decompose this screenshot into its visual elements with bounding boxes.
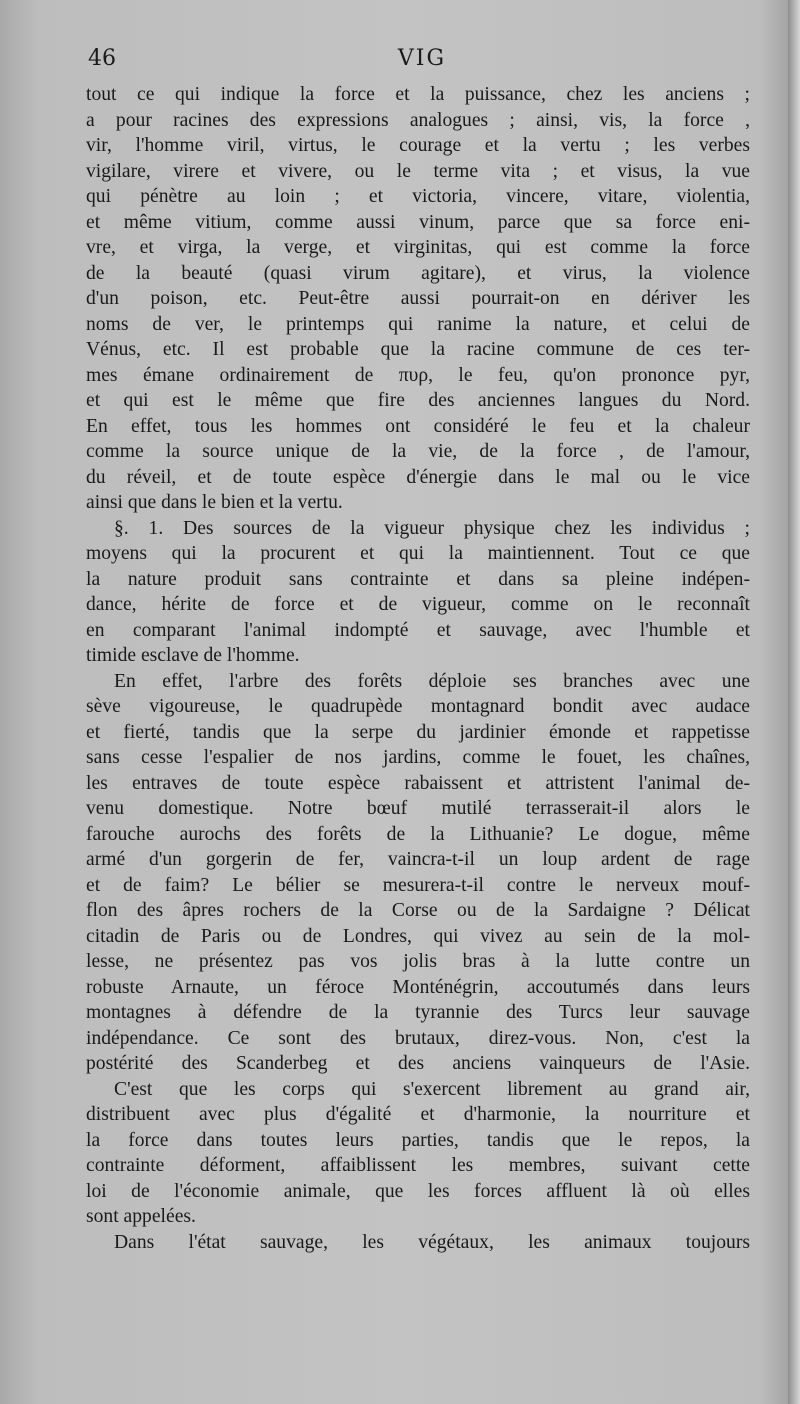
- text-line: et même vitium, comme aussi vinum, parce que sa force eni-: [86, 211, 750, 233]
- text-line: citadin de Paris ou de Londres, qui vivez au sein de la mol-: [86, 925, 750, 947]
- text-line: sans cesse l'espalier de nos jardins, comme le fouet, les chaînes,: [86, 747, 750, 768]
- page-number: 46: [88, 46, 116, 71]
- text-line: moyens qui la procurent et qui la maintiennent. Tout ce que: [86, 543, 750, 564]
- text-line: a pour racines des expressions analogues ; ainsi, vis, la force ,: [86, 109, 750, 131]
- text-line: et de faim? Le bélier se mesurera-t-il contre le nerveux mouf-: [86, 874, 750, 896]
- text-line: du réveil, et de toute espèce d'énergie dans le mal ou le vice: [86, 466, 750, 488]
- text-line: contrainte déforment, affaiblissent les membres, suivant cette: [86, 1155, 750, 1176]
- text-line: vigilare, virere et vivere, ou le terme vita ; et visus, la vue: [86, 160, 750, 182]
- text-line: Dans l'état sauvage, les végétaux, les animaux toujours: [114, 1231, 750, 1253]
- text-line: et qui est le même que fire des anciennes langues du Nord.: [86, 390, 750, 411]
- text-line: comme la source unique de la vie, de la force , de l'amour,: [86, 441, 750, 462]
- text-line: En effet, l'arbre des forêts déploie ses branches avec une: [114, 670, 750, 692]
- text-line: postérité des Scanderbeg et des anciens vainqueurs de l'Asie.: [86, 1053, 750, 1074]
- page-edge-shadow: [788, 0, 800, 1404]
- text-line: sont appelées.: [86, 1206, 196, 1227]
- text-line: sève vigoureuse, le quadrupède montagnard bondit avec audace: [86, 696, 750, 717]
- text-line: qui pénètre au loin ; et victoria, vincere, vitare, violentia,: [86, 186, 750, 207]
- text-line: mes émane ordinairement de πυρ, le feu, qu'on prononce pyr,: [86, 364, 750, 386]
- text-line: la force dans toutes leurs parties, tandis que le repos, la: [86, 1129, 750, 1151]
- text-line: C'est que les corps qui s'exercent librement au grand air,: [114, 1078, 750, 1100]
- text-line: indépendance. Ce sont des brutaux, direz-vous. Non, c'est la: [86, 1027, 750, 1049]
- text-line: montagnes à défendre de la tyrannie des Turcs leur sauvage: [86, 1002, 750, 1023]
- text-line: farouche aurochs des forêts de la Lithuanie? Le dogue, même: [86, 823, 750, 845]
- text-line: noms de ver, le printemps qui ranime la nature, et celui de: [86, 313, 750, 335]
- text-line: venu domestique. Notre bœuf mutilé terrasserait-il alors le: [86, 798, 750, 819]
- text-line: Vénus, etc. Il est probable que la racine commune de ces ter-: [86, 339, 750, 360]
- text-line: en comparant l'animal indompté et sauvage, avec l'humble et: [86, 619, 750, 641]
- text-line: flon des âpres rochers de la Corse ou de la Sardaigne ? Délicat: [86, 900, 750, 921]
- text-line: les entraves de toute espèce rabaissent et attristent l'animal de-: [86, 772, 750, 794]
- text-line: armé d'un gorgerin de fer, vaincra-t-il un loup ardent de rage: [86, 849, 750, 870]
- text-line: la nature produit sans contrainte et dans sa pleine indépen-: [86, 568, 750, 590]
- text-line: loi de l'économie animale, que les forces affluent là où elles: [86, 1180, 750, 1202]
- text-line: tout ce qui indique la force et la puissance, chez les anciens ;: [86, 84, 750, 105]
- running-head: VIG: [397, 46, 447, 71]
- section-heading-line: §. 1. Des sources de la vigueur physique chez les individus ;: [114, 517, 750, 539]
- text-line: robuste Arnaute, un féroce Monténégrin, accoutumés dans leurs: [86, 976, 750, 998]
- text-line: distribuent avec plus d'égalité et d'harmonie, la nourriture et: [86, 1104, 750, 1125]
- text-line: dance, hérite de force et de vigueur, comme on le reconnaît: [86, 594, 750, 615]
- text-line: de la beauté (quasi virum agitare), et virus, la violence: [86, 262, 750, 284]
- text-line: En effet, tous les hommes ont considéré le feu et la chaleur: [86, 415, 750, 437]
- text-line: timide esclave de l'homme.: [86, 645, 300, 666]
- text-line: ainsi que dans le bien et la vertu.: [86, 492, 343, 513]
- body-text: [86, 82, 750, 1255]
- text-line: vir, l'homme viril, virtus, le courage et la vertu ; les verbes: [86, 135, 750, 156]
- page-header: [88, 46, 756, 76]
- text-line: lesse, ne présentez pas vos jolis bras à la lutte contre un: [86, 951, 750, 972]
- text-line: vre, et virga, la verge, et virginitas, qui est comme la force: [86, 237, 750, 258]
- text-line: d'un poison, etc. Peut-être aussi pourrait-on en dériver les: [86, 288, 750, 309]
- text-line: et fierté, tandis que la serpe du jardinier émonde et rappetisse: [86, 721, 750, 743]
